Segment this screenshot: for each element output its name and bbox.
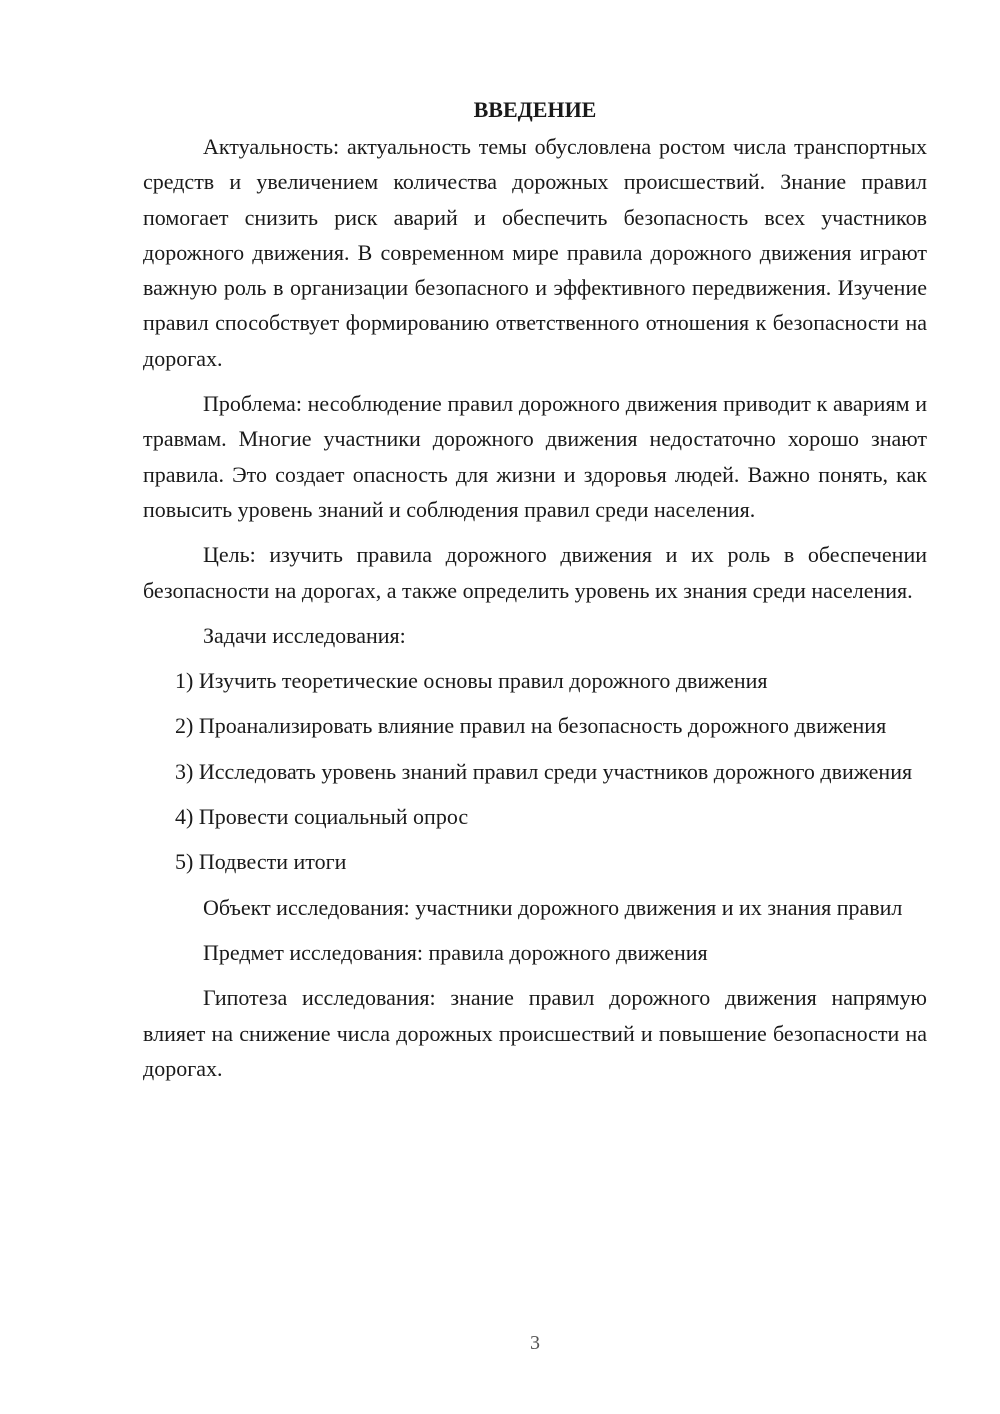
list-item-task-1: 1) Изучить теоретические основы правил дорожного движения: [175, 668, 768, 694]
list-item-task-4: 4) Провести социальный опрос: [175, 804, 469, 830]
paragraph-hypothesis: Гипотеза исследования: знание правил дорожного движения напрямую влияет на снижение числа дорожных происшествий и повышение безопасности на дорогах.: [143, 985, 927, 1081]
list-item-task-5: 5) Подвести итоги: [175, 849, 347, 875]
page-title: ВВЕДЕНИЕ: [473, 97, 597, 122]
tasks-heading: Задачи исследования:: [203, 622, 406, 648]
list-item-task-2: 2) Проанализировать влияние правил на безопасность дорожного движения: [175, 713, 887, 739]
paragraph-subject: Предмет исследования: правила дорожного движения: [203, 939, 708, 965]
document-page: [143, 92, 927, 1096]
paragraph-goal: Цель: изучить правила дорожного движения и их роль в обеспечении безопасности на дорогах, а также определить уровень их знания среди населения.: [143, 542, 927, 603]
paragraph-problem: Проблема: несоблюдение правил дорожного движения приводит к авариям и травмам. Многие участники дорожного движения недостаточно хорошо знают правила. Это создает опасность для жизни и здоровья людей. Важно понять, как повысить уровень знаний и соблюдения правил среди населения.: [143, 391, 927, 522]
page-number: 3: [530, 1332, 540, 1354]
paragraph-relevance: Актуальность: актуальность темы обусловлена ростом числа транспортных средств и увеличением количества дорожных происшествий. Знание правил помогает снизить риск аварий и обеспечить безопасность всех участников дорожного движения. В современном мире правила дорожного движения играют важную роль в организации безопасного и эффективного передвижения. Изучение правил способствует формированию ответственного отношения к безопасности на дорогах.: [143, 134, 927, 371]
paragraph-object: Объект исследования: участники дорожного движения и их знания правил: [203, 894, 903, 920]
list-item-task-3: 3) Исследовать уровень знаний правил среди участников дорожного движения: [175, 758, 913, 784]
